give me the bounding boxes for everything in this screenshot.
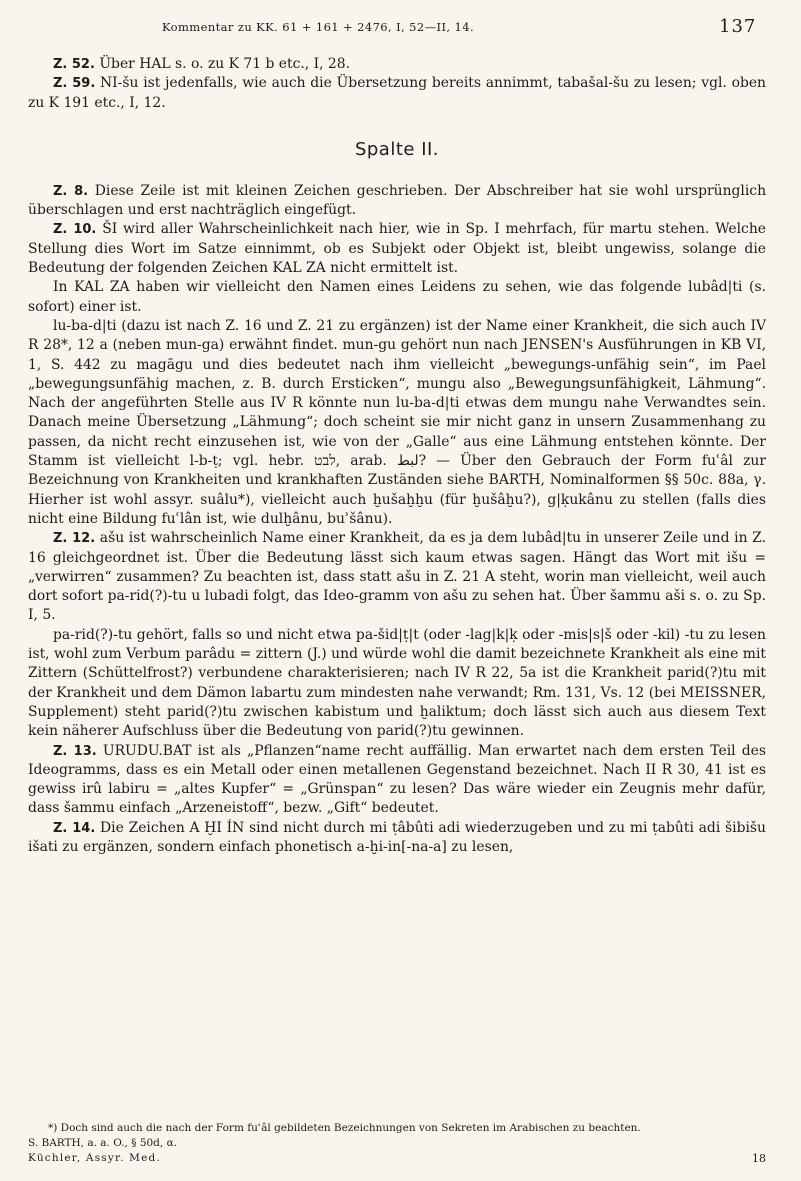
entry-z59 [28,74,766,113]
entry-label: Z. 14. [53,820,96,836]
entry-z12 [28,529,766,625]
entry-label: Z. 59. [53,76,96,92]
entry-label: Z. 12. [53,531,96,547]
entry-z13 [28,742,766,819]
paragraph-kal-za [28,278,766,317]
entry-text: In KAL ZA haben wir vielleicht den Namen eines Leidens zu sehen, wie das folgende lubâd|ti (s. sofort) einer ist. [28,279,766,315]
main-text [28,55,766,857]
footnote-text: *) Doch sind auch die nach der Form fuʿâl gebildeten Bezeichnungen von Sekreten im Arabischen zu beachten. [48,1122,641,1134]
running-head-text: Kommentar zu KK. 61 + 161 + 2476, I, 52—II, 14. [162,20,474,34]
entry-text: pa-rid(?)-tu gehört, falls so und nicht etwa pa-šid|ṭ|t (oder -lag|k|ḳ oder -mis|s|š oder -kil) -tu zu lesen ist, wohl zum Verbum parâdu = zittern (J.) und würde wohl die damit bezeichnete Krankheit als eine mit Zittern (Schüttelfrost?) verbundene charakterisieren; nach IV R 22, 5a ist die Krankheit parid(?)tu mit der Krankheit und dem Dämon labartu zum mindesten nahe verwandt; Rm. 131, Vs. 12 (bei MEISSNER, Supplement) steht parid(?)tu zwischen kabistum und ḫaliktum; doch lässt sich auch aus diesem Text kein näherer Aufschluss über die Bedeutung von parid(?)tu gewinnen. [28,626,766,740]
entry-text: Die Zeichen A ḪI ÍN sind nicht durch mi ṭâbûti adi wiederzugeben und zu mi ṭabûti adi šibišu išati zu ergänzen, sondern einfach phonetisch a-ḫi-in[-na-a] zu lesen, [28,819,766,855]
footnote [28,1121,766,1151]
section-title: Spalte II. [354,138,440,160]
entry-text: ŠI wird aller Wahrscheinlichkeit nach hier, wie in Sp. I mehrfach, für martu stehen. Welche Stellung dies Wort im Satze einnimmt, ob es Subjekt oder Objekt ist, bleibt ungewiss, solange die Bedeutung der folgenden Zeichen KAL ZA nicht ermittelt ist. [28,221,766,277]
paragraph-lubadti [28,317,766,529]
entry-label: Z. 8. [53,183,89,199]
entry-text: Diese Zeile ist mit kleinen Zeichen geschrieben. Der Abschreiber hat sie wohl ursprünglich überschlagen und erst nachträglich eingefügt. [28,182,767,219]
entry-z8 [28,182,766,221]
entry-label: Z. 13. [53,743,97,759]
entry-z10 [28,220,766,278]
entry-z14 [28,819,766,858]
paragraph-paridtu [28,626,766,742]
footer-author: Küchler, Assyr. Med. [28,1152,161,1164]
entry-label: Z. 10. [53,222,97,238]
signature-mark: 18 [752,1152,766,1165]
entry-text: URUDU.BAT ist als „Pflanzen“name recht auffällig. Man erwartet nach dem ersten Teil des Ideogramms, dass es ein Metall oder einen metallenen Gegenstand bezeichnet. Nach II R 30, 41 ist es gewiss irû labiru = „altes Kupfer“ = „Grünspan“ zu lesen? Das wäre wieder ein Zeugnis mehr dafür, dass šammu einfach „Arzeneistoff“, bezw. „Gift“ bedeutet. [28,742,767,817]
entry-text: NI-šu ist jedenfalls, wie auch die Übersetzung bereits annimmt, tabašal-šu zu lesen; vgl. oben zu K 191 etc., I, 12. [28,75,767,111]
running-head [0,16,801,36]
entry-label: Z. 52. [53,57,95,72]
entry-text: Über HAL s. o. zu K 71 b etc., I, 28. [99,56,351,72]
footnote-reference: S. BARTH, a. a. O., § 50d, α. [28,1137,177,1149]
page-number: 137 [719,16,757,37]
entry-text: ašu ist wahrscheinlich Name einer Krankheit, da es ja dem lubâd|tu in unserer Zeile und in Z. 16 gleichgeordnet ist. Über die Bedeutung lässt sich kaum etwas sagen. Hängt das Wort mit išu = „verwirren“ zusammen? Zu beachten ist, dass statt ašu in Z. 21 A steht, worin man vielleicht, weil auch dort sofort pa-rid(?)-tu u lubadi folgt, das Ideo-gramm von ašu zu sehen hat. Über šammu aši s. o. zu Sp. I, 5. [28,530,766,624]
page-footer [28,1152,766,1164]
entry-text: lu-ba-d|ti (dazu ist nach Z. 16 und Z. 21 zu ergänzen) ist der Name einer Krankheit, die sich auch IV R 28*, 12 a (neben mun-ga) erwähnt findet. mun-gu gehört nun nach JENSEN's Ausführungen in KB VI, 1, S. 442 zu magāgu und dies bedeutet nach ihm vielleicht „bewegungs-unfähig sein“, im Pael „bewegungsunfähig machen, z. B. durch Ersticken“, mungu also „Bewegungsunfähigkeit, Lähmung“. Nach der angeführten Stelle aus IV R könnte nun lu-ba-d|ti etwas dem mungu nahe Verwandtes sein. Danach meine Übersetzung „Lähmung“; doch scheint sie mir nicht ganz in unsern Zusammenhang zu passen, da nicht recht einzusehen ist, wie von der „Galle“ aus eine Lähmung entstehen könnte. Der Stamm ist vielleicht l-b-ṭ; vgl. hebr. לבט, arab. لبط? — Über den Gebrauch der Form fuʿâl zur Bezeichnung von Krankheiten und krankhaften Zuständen siehe BARTH, Nominalformen §§ 50c. 88a, γ. Hierher ist wohl assyr. suâlu*), vielleicht auch ḫušaḫḫu (für ḫušâḫu?), g|ḳukânu zu stellen (falls dies nicht eine Bildung fuʿlân ist, wie dulḫânu, buʾšânu). [28,317,767,527]
entry-z52 [28,55,766,74]
